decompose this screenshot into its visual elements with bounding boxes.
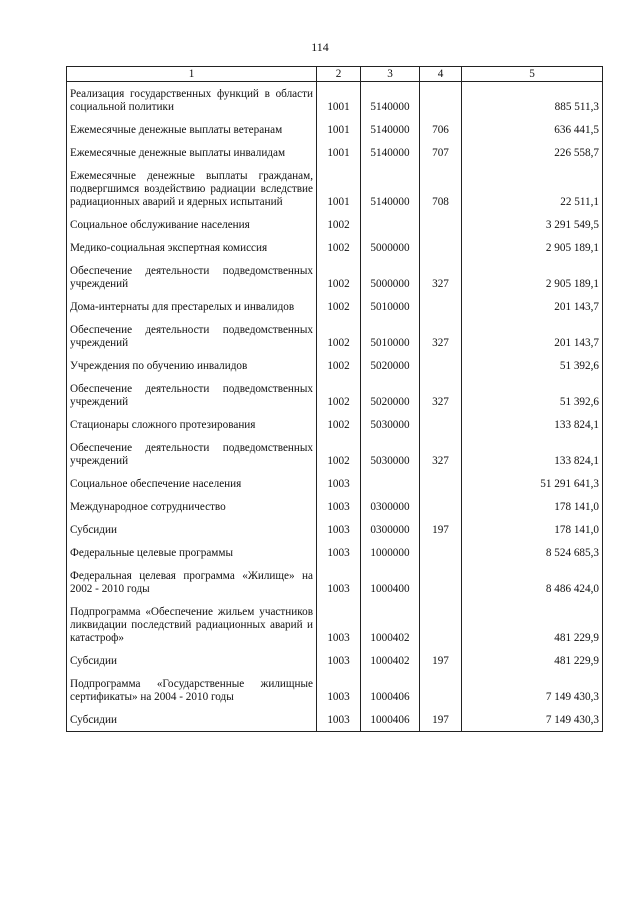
table-row	[67, 318, 603, 354]
target-article-code: 5010000	[361, 295, 420, 318]
amount: 22 511,1	[462, 164, 603, 213]
amount: 481 229,9	[462, 600, 603, 649]
item-name: Дома-интернаты для престарелых и инвалидов	[67, 295, 317, 318]
amount: 7 149 430,3	[462, 672, 603, 708]
section-code: 1003	[317, 518, 361, 541]
table-row	[67, 518, 603, 541]
target-article-code: 1000402	[361, 600, 420, 649]
budget-table	[66, 66, 603, 732]
amount: 201 143,7	[462, 318, 603, 354]
expense-type-code	[420, 672, 462, 708]
amount: 8 486 424,0	[462, 564, 603, 600]
amount: 201 143,7	[462, 295, 603, 318]
amount: 178 141,0	[462, 518, 603, 541]
item-name: Субсидии	[67, 649, 317, 672]
section-code: 1003	[317, 564, 361, 600]
table-row	[67, 649, 603, 672]
amount: 885 511,3	[462, 82, 603, 119]
target-article-code: 1000406	[361, 672, 420, 708]
target-article-code: 0300000	[361, 518, 420, 541]
table-row	[67, 213, 603, 236]
section-code: 1002	[317, 436, 361, 472]
target-article-code: 5140000	[361, 82, 420, 119]
table-row	[67, 82, 603, 119]
target-article-code: 5020000	[361, 354, 420, 377]
section-code: 1003	[317, 708, 361, 732]
table-row	[67, 413, 603, 436]
item-name: Обеспечение деятельности подведомственных учреждений	[67, 259, 317, 295]
page-number: 114	[311, 40, 329, 54]
amount: 226 558,7	[462, 141, 603, 164]
column-header-4: 4	[420, 67, 462, 82]
section-code: 1002	[317, 318, 361, 354]
item-name: Медико-социальная экспертная комиссия	[67, 236, 317, 259]
expense-type-code: 707	[420, 141, 462, 164]
section-code: 1002	[317, 213, 361, 236]
target-article-code: 1000402	[361, 649, 420, 672]
item-name: Обеспечение деятельности подведомственных учреждений	[67, 318, 317, 354]
section-code: 1003	[317, 672, 361, 708]
table-row	[67, 436, 603, 472]
item-name: Социальное обслуживание населения	[67, 213, 317, 236]
target-article-code: 5140000	[361, 141, 420, 164]
expense-type-code	[420, 295, 462, 318]
item-name: Подпрограмма «Обеспечение жильем участников ликвидации последствий радиационных аварий и катастроф»	[67, 600, 317, 649]
amount: 8 524 685,3	[462, 541, 603, 564]
section-code: 1001	[317, 82, 361, 119]
table-row	[67, 541, 603, 564]
table-row	[67, 672, 603, 708]
table-row	[67, 708, 603, 732]
item-name: Обеспечение деятельности подведомственных учреждений	[67, 436, 317, 472]
target-article-code: 5030000	[361, 436, 420, 472]
item-name: Ежемесячные денежные выплаты ветеранам	[67, 118, 317, 141]
item-name: Стационары сложного протезирования	[67, 413, 317, 436]
amount: 3 291 549,5	[462, 213, 603, 236]
expense-type-code	[420, 564, 462, 600]
amount: 133 824,1	[462, 413, 603, 436]
expense-type-code: 197	[420, 649, 462, 672]
item-name: Федеральные целевые программы	[67, 541, 317, 564]
expense-type-code: 708	[420, 164, 462, 213]
section-code: 1001	[317, 118, 361, 141]
table-row	[67, 259, 603, 295]
amount: 7 149 430,3	[462, 708, 603, 732]
table-row	[67, 354, 603, 377]
target-article-code: 5140000	[361, 118, 420, 141]
table-row	[67, 377, 603, 413]
column-header-5: 5	[462, 67, 603, 82]
expense-type-code	[420, 472, 462, 495]
table-row	[67, 495, 603, 518]
section-code: 1003	[317, 649, 361, 672]
section-code: 1002	[317, 236, 361, 259]
column-header-1: 1	[67, 67, 317, 82]
expense-type-code	[420, 495, 462, 518]
target-article-code: 5010000	[361, 318, 420, 354]
expense-type-code	[420, 82, 462, 119]
section-code: 1002	[317, 413, 361, 436]
expense-type-code	[420, 213, 462, 236]
section-code: 1003	[317, 495, 361, 518]
target-article-code: 1000400	[361, 564, 420, 600]
table-row	[67, 236, 603, 259]
item-name: Обеспечение деятельности подведомственных учреждений	[67, 377, 317, 413]
item-name: Субсидии	[67, 708, 317, 732]
expense-type-code	[420, 600, 462, 649]
section-code: 1002	[317, 354, 361, 377]
item-name: Подпрограмма «Государственные жилищные сертификаты» на 2004 - 2010 годы	[67, 672, 317, 708]
table-row	[67, 141, 603, 164]
expense-type-code: 197	[420, 708, 462, 732]
expense-type-code	[420, 541, 462, 564]
table-row	[67, 295, 603, 318]
target-article-code: 1000406	[361, 708, 420, 732]
expense-type-code: 327	[420, 318, 462, 354]
table-row	[67, 164, 603, 213]
section-code: 1003	[317, 472, 361, 495]
item-name: Учреждения по обучению инвалидов	[67, 354, 317, 377]
expense-type-code: 327	[420, 259, 462, 295]
section-code: 1001	[317, 164, 361, 213]
item-name: Реализация государственных функций в области социальной политики	[67, 82, 317, 119]
item-name: Ежемесячные денежные выплаты гражданам, подвергшимся воздействию радиации вследствие радиационных аварий и ядерных испытаний	[67, 164, 317, 213]
expense-type-code: 197	[420, 518, 462, 541]
table-header	[67, 67, 603, 82]
target-article-code: 5000000	[361, 236, 420, 259]
expense-type-code: 706	[420, 118, 462, 141]
amount: 51 291 641,3	[462, 472, 603, 495]
section-code: 1003	[317, 541, 361, 564]
table-row	[67, 118, 603, 141]
column-header-2: 2	[317, 67, 361, 82]
section-code: 1002	[317, 259, 361, 295]
section-code: 1003	[317, 600, 361, 649]
expense-type-code	[420, 354, 462, 377]
item-name: Субсидии	[67, 518, 317, 541]
target-article-code: 5140000	[361, 164, 420, 213]
item-name: Социальное обеспечение населения	[67, 472, 317, 495]
item-name: Федеральная целевая программа «Жилище» на 2002 - 2010 годы	[67, 564, 317, 600]
amount: 2 905 189,1	[462, 236, 603, 259]
section-code: 1001	[317, 141, 361, 164]
item-name: Международное сотрудничество	[67, 495, 317, 518]
amount: 636 441,5	[462, 118, 603, 141]
amount: 2 905 189,1	[462, 259, 603, 295]
table-row	[67, 472, 603, 495]
table-row	[67, 600, 603, 649]
target-article-code	[361, 472, 420, 495]
amount: 178 141,0	[462, 495, 603, 518]
target-article-code: 5000000	[361, 259, 420, 295]
expense-type-code: 327	[420, 436, 462, 472]
amount: 481 229,9	[462, 649, 603, 672]
header-row	[67, 67, 603, 82]
amount: 51 392,6	[462, 377, 603, 413]
item-name: Ежемесячные денежные выплаты инвалидам	[67, 141, 317, 164]
amount: 51 392,6	[462, 354, 603, 377]
expense-type-code	[420, 413, 462, 436]
target-article-code: 0300000	[361, 495, 420, 518]
section-code: 1002	[317, 295, 361, 318]
section-code: 1002	[317, 377, 361, 413]
table-row	[67, 564, 603, 600]
table-body	[67, 82, 603, 732]
target-article-code: 5020000	[361, 377, 420, 413]
amount: 133 824,1	[462, 436, 603, 472]
column-header-3: 3	[361, 67, 420, 82]
target-article-code	[361, 213, 420, 236]
target-article-code: 5030000	[361, 413, 420, 436]
expense-type-code	[420, 236, 462, 259]
expense-type-code: 327	[420, 377, 462, 413]
target-article-code: 1000000	[361, 541, 420, 564]
